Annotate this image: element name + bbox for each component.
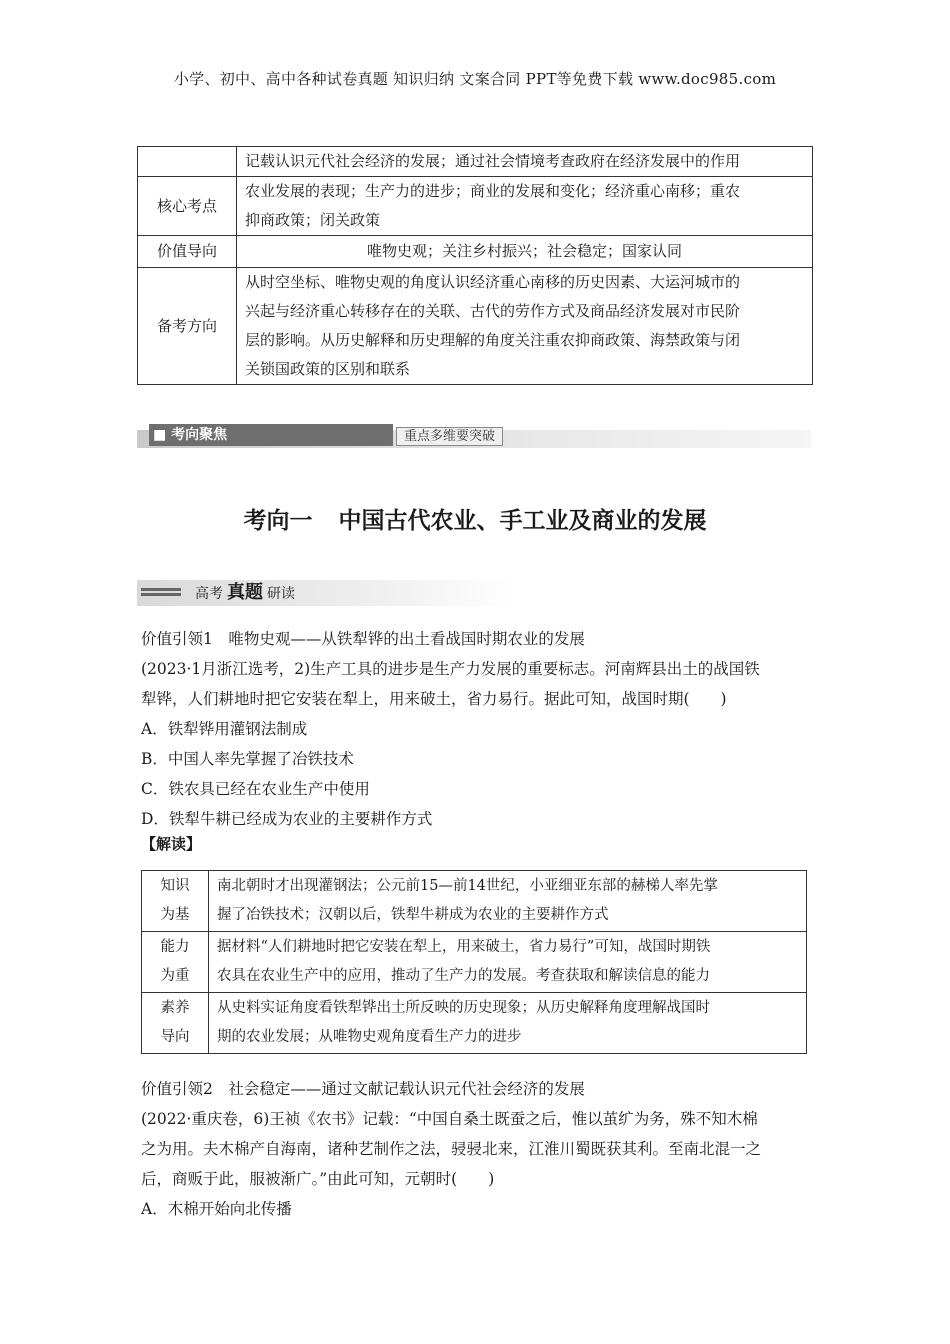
- question-lead: 价值引领1 唯物史观——从铁犁铧的出土看战国时期农业的发展: [141, 630, 585, 648]
- question-stem: 后，商贩于此，服被渐广。”由此可知，元朝时( ): [141, 1170, 495, 1188]
- table-cell: [209, 871, 807, 932]
- label-line: 为重: [160, 968, 190, 984]
- option-b: B．中国人率先掌握了冶铁技术: [141, 750, 354, 768]
- table-row: [142, 993, 807, 1054]
- subbanner-post: 研读: [267, 586, 295, 602]
- table-cell-line: 层的影响。从历史解释和历史理解的角度关注重农抑商政策、海禁政策与闭: [245, 331, 741, 349]
- section-name: 中国古代农业、手工业及商业的发展: [338, 508, 707, 534]
- table-cell-line: 抑商政策；闭关政策: [245, 211, 381, 229]
- table-row: [138, 268, 813, 385]
- subbanner-text: [195, 581, 295, 606]
- table-cell: 唯物史观；关注乡村振兴；社会稳定；国家认同: [237, 236, 813, 268]
- analysis-table: [141, 870, 807, 1054]
- table-cell: [237, 268, 813, 385]
- label-line: 素养: [160, 1000, 190, 1016]
- table-cell: [237, 177, 813, 236]
- label-line: 为基: [160, 907, 190, 923]
- label-line: 导向: [160, 1029, 190, 1045]
- table-cell: 记载认识元代社会经济的发展；通过社会情境考查政府在经济发展中的作用: [237, 147, 813, 177]
- table-label: 备考方向: [138, 268, 237, 385]
- question-stem: (2023·1月浙江选考，2)生产工具的进步是生产力发展的重要标志。河南辉县出土的战国铁: [141, 660, 760, 678]
- question-1: [141, 624, 813, 856]
- question-lead: 价值引领2 社会稳定——通过文献记载认识元代社会经济的发展: [141, 1080, 585, 1098]
- table-row: [138, 147, 813, 177]
- label-line: 知识: [160, 878, 190, 894]
- subbanner-pre: 高考: [195, 586, 223, 602]
- table-cell: [209, 993, 807, 1054]
- table-cell: [209, 932, 807, 993]
- exam-study-banner: [137, 580, 517, 606]
- table-row: [138, 236, 813, 268]
- option-a: A．木棉开始向北传播: [141, 1200, 292, 1218]
- table-cell-line: 兴起与经济重心转移存在的关联、古代的劳作方式及商品经济发展对市民阶: [245, 302, 741, 320]
- exam-info-table: [137, 146, 813, 385]
- question-2: [141, 1074, 813, 1224]
- table-cell-line: 农业发展的表现；生产力的进步；商业的发展和变化；经济重心南移；重农: [245, 182, 741, 200]
- table-label: [142, 932, 209, 993]
- focus-banner: [137, 424, 811, 448]
- stripes-icon: [141, 588, 181, 598]
- table-cell-line: 从时空坐标、唯物史观的角度认识经济重心南移的历史因素、大运河城市的: [245, 273, 741, 291]
- table-label: 价值导向: [138, 236, 237, 268]
- table-cell-line: 握了冶铁技术；汉朝以后，铁犁牛耕成为农业的主要耕作方式: [217, 907, 609, 923]
- option-d: D．铁犁牛耕已经成为农业的主要耕作方式: [141, 810, 433, 828]
- table-cell-line: 关锁国政策的区别和联系: [245, 360, 411, 378]
- table-cell-line: 期的农业发展；从唯物史观角度看生产力的进步: [217, 1029, 522, 1045]
- question-stem: 犁铧，人们耕地时把它安装在犁上，用来破土，省力易行。据此可知，战国时期( ): [141, 690, 727, 708]
- section-number: 考向一: [243, 508, 313, 534]
- table-cell-line: 从史料实证角度看铁犁铧出土所反映的历史现象；从历史解释角度理解战国时: [217, 1000, 710, 1016]
- subbanner-gradient: [137, 580, 517, 606]
- option-a: A．铁犁铧用灌钢法制成: [141, 720, 308, 738]
- table-label: 核心考点: [138, 177, 237, 236]
- label-line: 能力: [160, 939, 190, 955]
- table-row: [138, 177, 813, 236]
- analysis-heading: 【解读】: [141, 835, 202, 853]
- table-label: [142, 871, 209, 932]
- question-stem: 之为用。夫木棉产自海南，诸种艺制作之法，骎骎北来，江淮川蜀既获其利。至南北混一之: [141, 1140, 762, 1158]
- table-row: [142, 871, 807, 932]
- table-label: [142, 993, 209, 1054]
- option-c: C．铁农具已经在农业生产中使用: [141, 780, 370, 798]
- question-stem: (2022·重庆卷，6)王祯《农书》记载：“中国自桑土既蚕之后，惟以茧纩为务，殊不知木棉: [141, 1110, 758, 1128]
- table-row: [142, 932, 807, 993]
- subbanner-main: 真题: [227, 582, 263, 603]
- section-title: [0, 502, 950, 535]
- table-cell-empty: [138, 147, 237, 177]
- table-cell-line: 南北朝时才出现灌钢法；公元前15—前14世纪，小亚细亚东部的赫梯人率先掌: [217, 878, 718, 894]
- page-header: 小学、初中、高中各种试卷真题 知识归纳 文案合同 PPT等免费下载 www.doc985.com: [173, 70, 777, 88]
- table-cell-line: 据材料“人们耕地时把它安装在犁上，用来破土，省力易行”可知，战国时期铁: [217, 939, 711, 955]
- banner-sublabel: 重点多维要突破: [396, 427, 503, 446]
- banner-label: ■ 考向聚焦: [153, 427, 228, 443]
- table-cell-line: 农具在农业生产中的应用，推动了生产力的发展。考查获取和解读信息的能力: [217, 968, 710, 984]
